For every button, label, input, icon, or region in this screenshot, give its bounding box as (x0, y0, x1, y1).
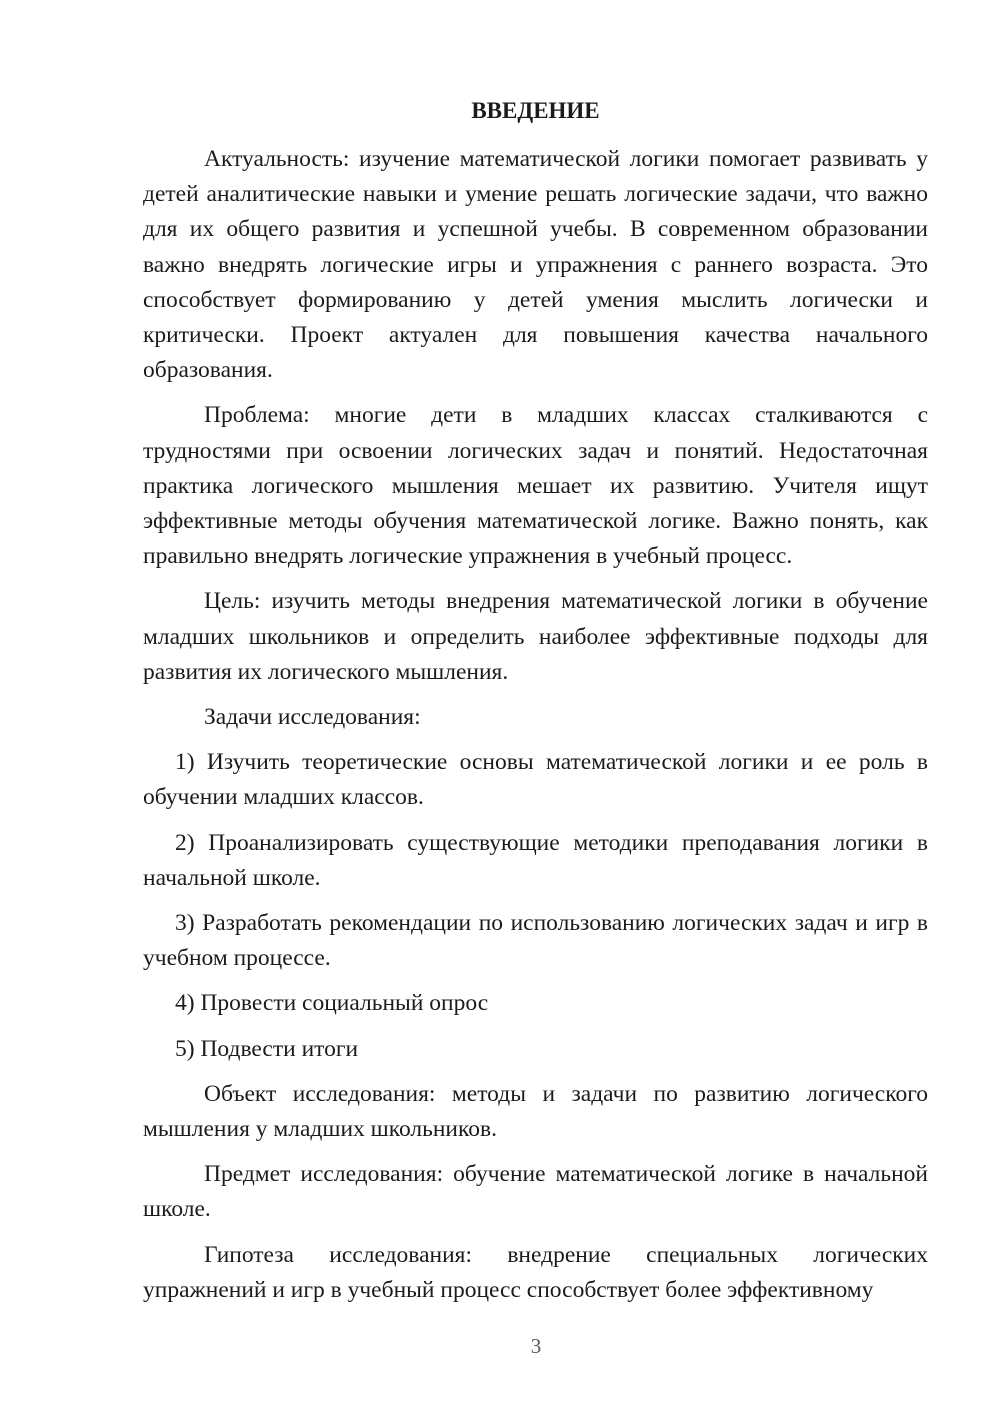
task-item-5: 5) Подвести итоги (175, 1035, 359, 1062)
task-item-4: 4) Провести социальный опрос (175, 990, 489, 1017)
task-item-1: 1) Изучить теоретические основы математической логики и ее роль в обучении младших классов. (143, 749, 928, 811)
paragraph-problem: Проблема: многие дети в младших классах сталкиваются с трудностями при освоении логических задач и понятий. Недостаточная практика логического мышления мешает их развитию. Учителя ищут эффективные методы обучения математической логике. Важно понять, как правильно внедрять логические упражнения в учебный процесс. (143, 402, 928, 570)
page-number: 3 (530, 1334, 542, 1358)
paragraph-object: Объект исследования: методы и задачи по развитию логического мышления у младших школьников. (143, 1080, 928, 1143)
task-item-2: 2) Проанализировать существующие методики преподавания логики в начальной школе. (143, 829, 928, 891)
paragraph-relevance: Актуальность: изучение математической логики помогает развивать у детей аналитические навыки и умение решать логические задачи, что важно для их общего развития и успешной учебы. В современном образовании важно внедрять логические игры и упражнения с раннего возраста. Это способствует формированию у детей умения мыслить логически и критически. Проект актуален для повышения качества начального образования. (143, 146, 928, 384)
paragraph-goal: Цель: изучить методы внедрения математической логики в обучение младших школьников и определить наиболее эффективные подходы для развития их логического мышления. (143, 588, 928, 685)
page-title: ВВЕДЕНИЕ (471, 98, 600, 123)
paragraph-subject: Предмет исследования: обучение математической логике в начальной школе. (143, 1161, 928, 1223)
task-item-3: 3) Разработать рекомендации по использованию логических задач и игр в учебном процессе. (143, 910, 928, 972)
tasks-title: Задачи исследования: (204, 704, 421, 731)
paragraph-hypothesis: Гипотеза исследования: внедрение специальных логических упражнений и игр в учебный процесс способствует более эффективному (143, 1241, 928, 1303)
document-body (143, 142, 928, 1308)
